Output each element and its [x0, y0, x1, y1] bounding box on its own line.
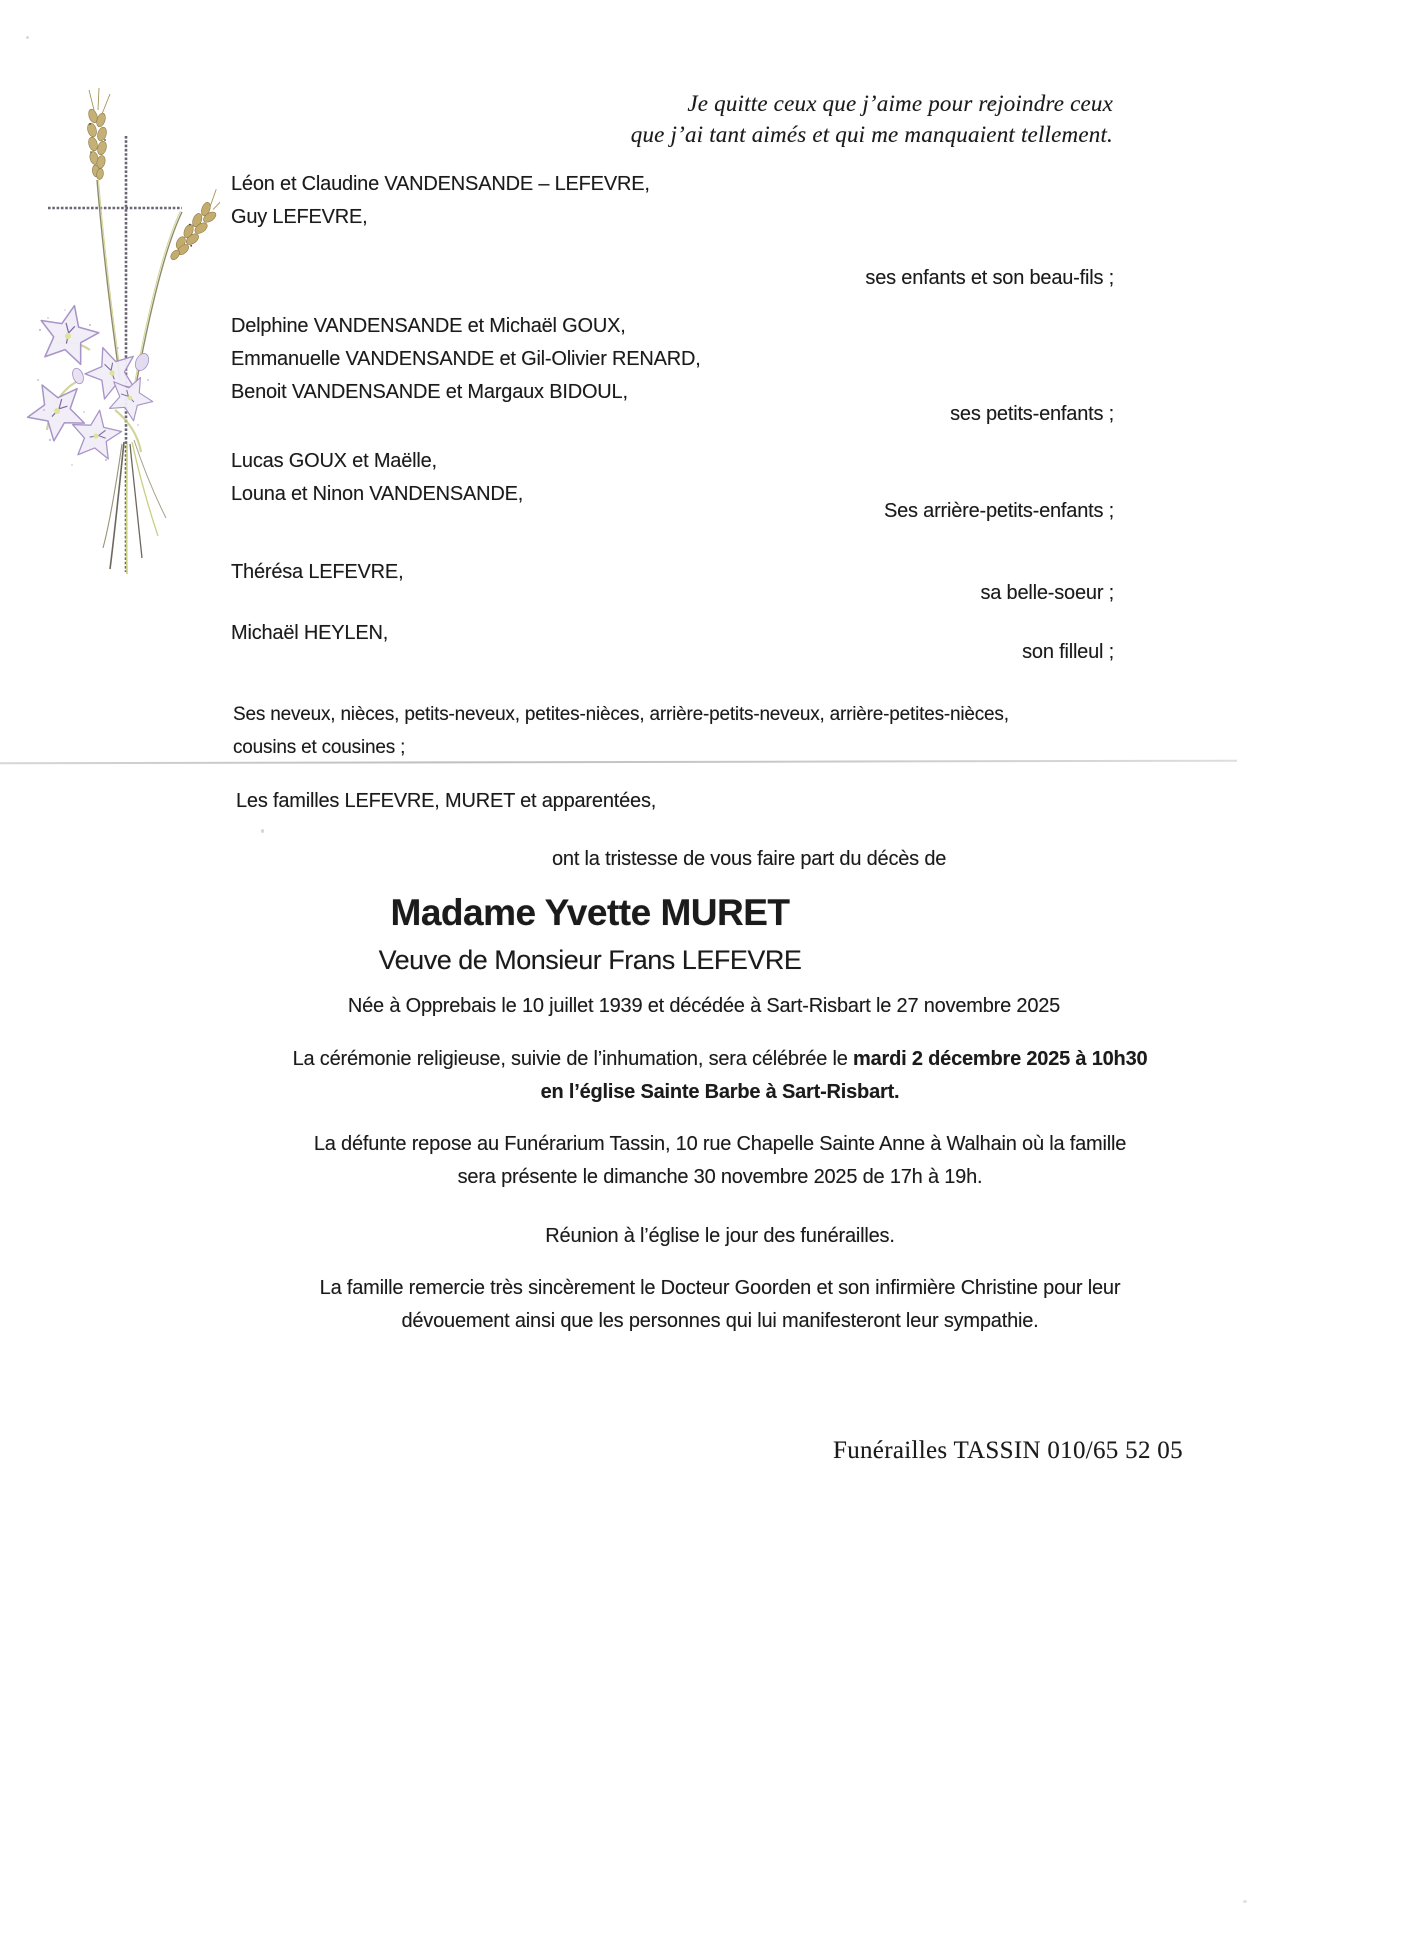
mourner-name: Guy LEFEVRE,: [231, 206, 368, 228]
cross-wheat-flowers-illustration: [20, 80, 220, 580]
reunion-line: Réunion à l’église le jour des funérailles.: [545, 1225, 895, 1247]
mourner-group-grandchildren: [231, 310, 701, 409]
other-relatives-paragraph: [233, 698, 1009, 764]
mourner-name: Lucas GOUX et Maëlle,: [231, 450, 437, 472]
mourner-group-great-grandchildren: [231, 445, 523, 511]
mourner-name: Léon et Claudine VANDENSANDE – LEFEVRE,: [231, 173, 650, 195]
mourner-group-children: [231, 168, 650, 234]
scan-speck: [1243, 1900, 1247, 1903]
cross-icon: [48, 136, 182, 572]
relation-label-children: ses enfants et son beau-fils ;: [865, 267, 1114, 289]
scan-speck: [990, 100, 994, 105]
other-relatives-line2: cousins et cousines ;: [233, 737, 406, 758]
epigraph-line2: que j’ai tant aimés et qui me manquaient tellement.: [630, 122, 1113, 147]
funeral-home-footer: Funérailles TASSIN 010/65 52 05: [833, 1437, 1183, 1464]
deceased-name: Madame Yvette MURET: [390, 892, 790, 933]
relation-label-great-grandchildren: Ses arrière-petits-enfants ;: [883, 500, 1114, 522]
lower-stems: [103, 440, 166, 574]
thanks-line2: dévouement ainsi que les personnes qui lui manifesteront leur sympathie.: [401, 1310, 1039, 1332]
mourner-name: Delphine VANDENSANDE et Michaël GOUX,: [231, 315, 626, 337]
mourner-name: Benoit VANDENSANDE et Margaux BIDOUL,: [231, 381, 628, 403]
epigraph: [631, 88, 1113, 150]
mourner-name: Louna et Ninon VANDENSANDE,: [231, 483, 524, 505]
ceremony-line2: en l’église Sainte Barbe à Sart-Risbart.: [540, 1081, 900, 1103]
ceremony-line1-bold: mardi 2 décembre 2025 à 10h30: [853, 1048, 1148, 1070]
other-relatives-line1: Ses neveux, nièces, petits-neveux, petites-nièces, arrière-petits-neveux, arrière-petites-nièces,: [233, 704, 1009, 725]
families-line: Les familles LEFEVRE, MURET et apparentées,: [236, 790, 657, 812]
thanks-line1: La famille remercie très sincèrement le Docteur Goorden et son infirmière Christine pour leur: [319, 1277, 1121, 1299]
wheat-ear-icon: [164, 186, 220, 265]
relation-label-godson: son filleul ;: [1022, 641, 1114, 663]
epigraph-line1: Je quitte ceux que j’aime pour rejoindre ceux: [687, 91, 1113, 116]
life-dates-line: Née à Opprebais le 10 juillet 1939 et décédée à Sart-Risbart le 27 novembre 2025: [347, 995, 1061, 1017]
announcement-intro: ont la tristesse de vous faire part du décès de: [552, 848, 947, 870]
mourner-name: Michaël HEYLEN,: [231, 622, 389, 644]
ceremony-line1: [15, 1043, 1414, 1076]
ceremony-paragraph: [15, 1043, 1414, 1109]
widow-of-line: Veuve de Monsieur Frans LEFEVRE: [378, 945, 802, 975]
mourner-name: Emmanuelle VANDENSANDE et Gil-Olivier RENARD,: [231, 348, 701, 370]
mourner-name: Thérésa LEFEVRE,: [231, 561, 404, 583]
repose-paragraph: [15, 1128, 1414, 1194]
relation-label-grandchildren: ses petits-enfants ;: [950, 403, 1114, 425]
relation-label-sister-in-law: sa belle-soeur ;: [980, 582, 1114, 604]
repose-line2: sera présente le dimanche 30 novembre 2025 de 17h à 19h.: [457, 1166, 983, 1188]
thanks-paragraph: [15, 1272, 1414, 1338]
scan-speck: [26, 36, 29, 39]
ceremony-line1-normal: La cérémonie religieuse, suivie de l’inhumation, sera célébrée le: [292, 1048, 854, 1070]
repose-line1: La défunte repose au Funérarium Tassin, 10 rue Chapelle Sainte Anne à Walhain où la famille: [313, 1133, 1127, 1155]
mourner-group-sister-in-law: [231, 556, 403, 589]
scan-speck: [261, 829, 264, 833]
wheat-ear-icon: [86, 88, 110, 180]
mourner-group-godson: [231, 617, 388, 650]
